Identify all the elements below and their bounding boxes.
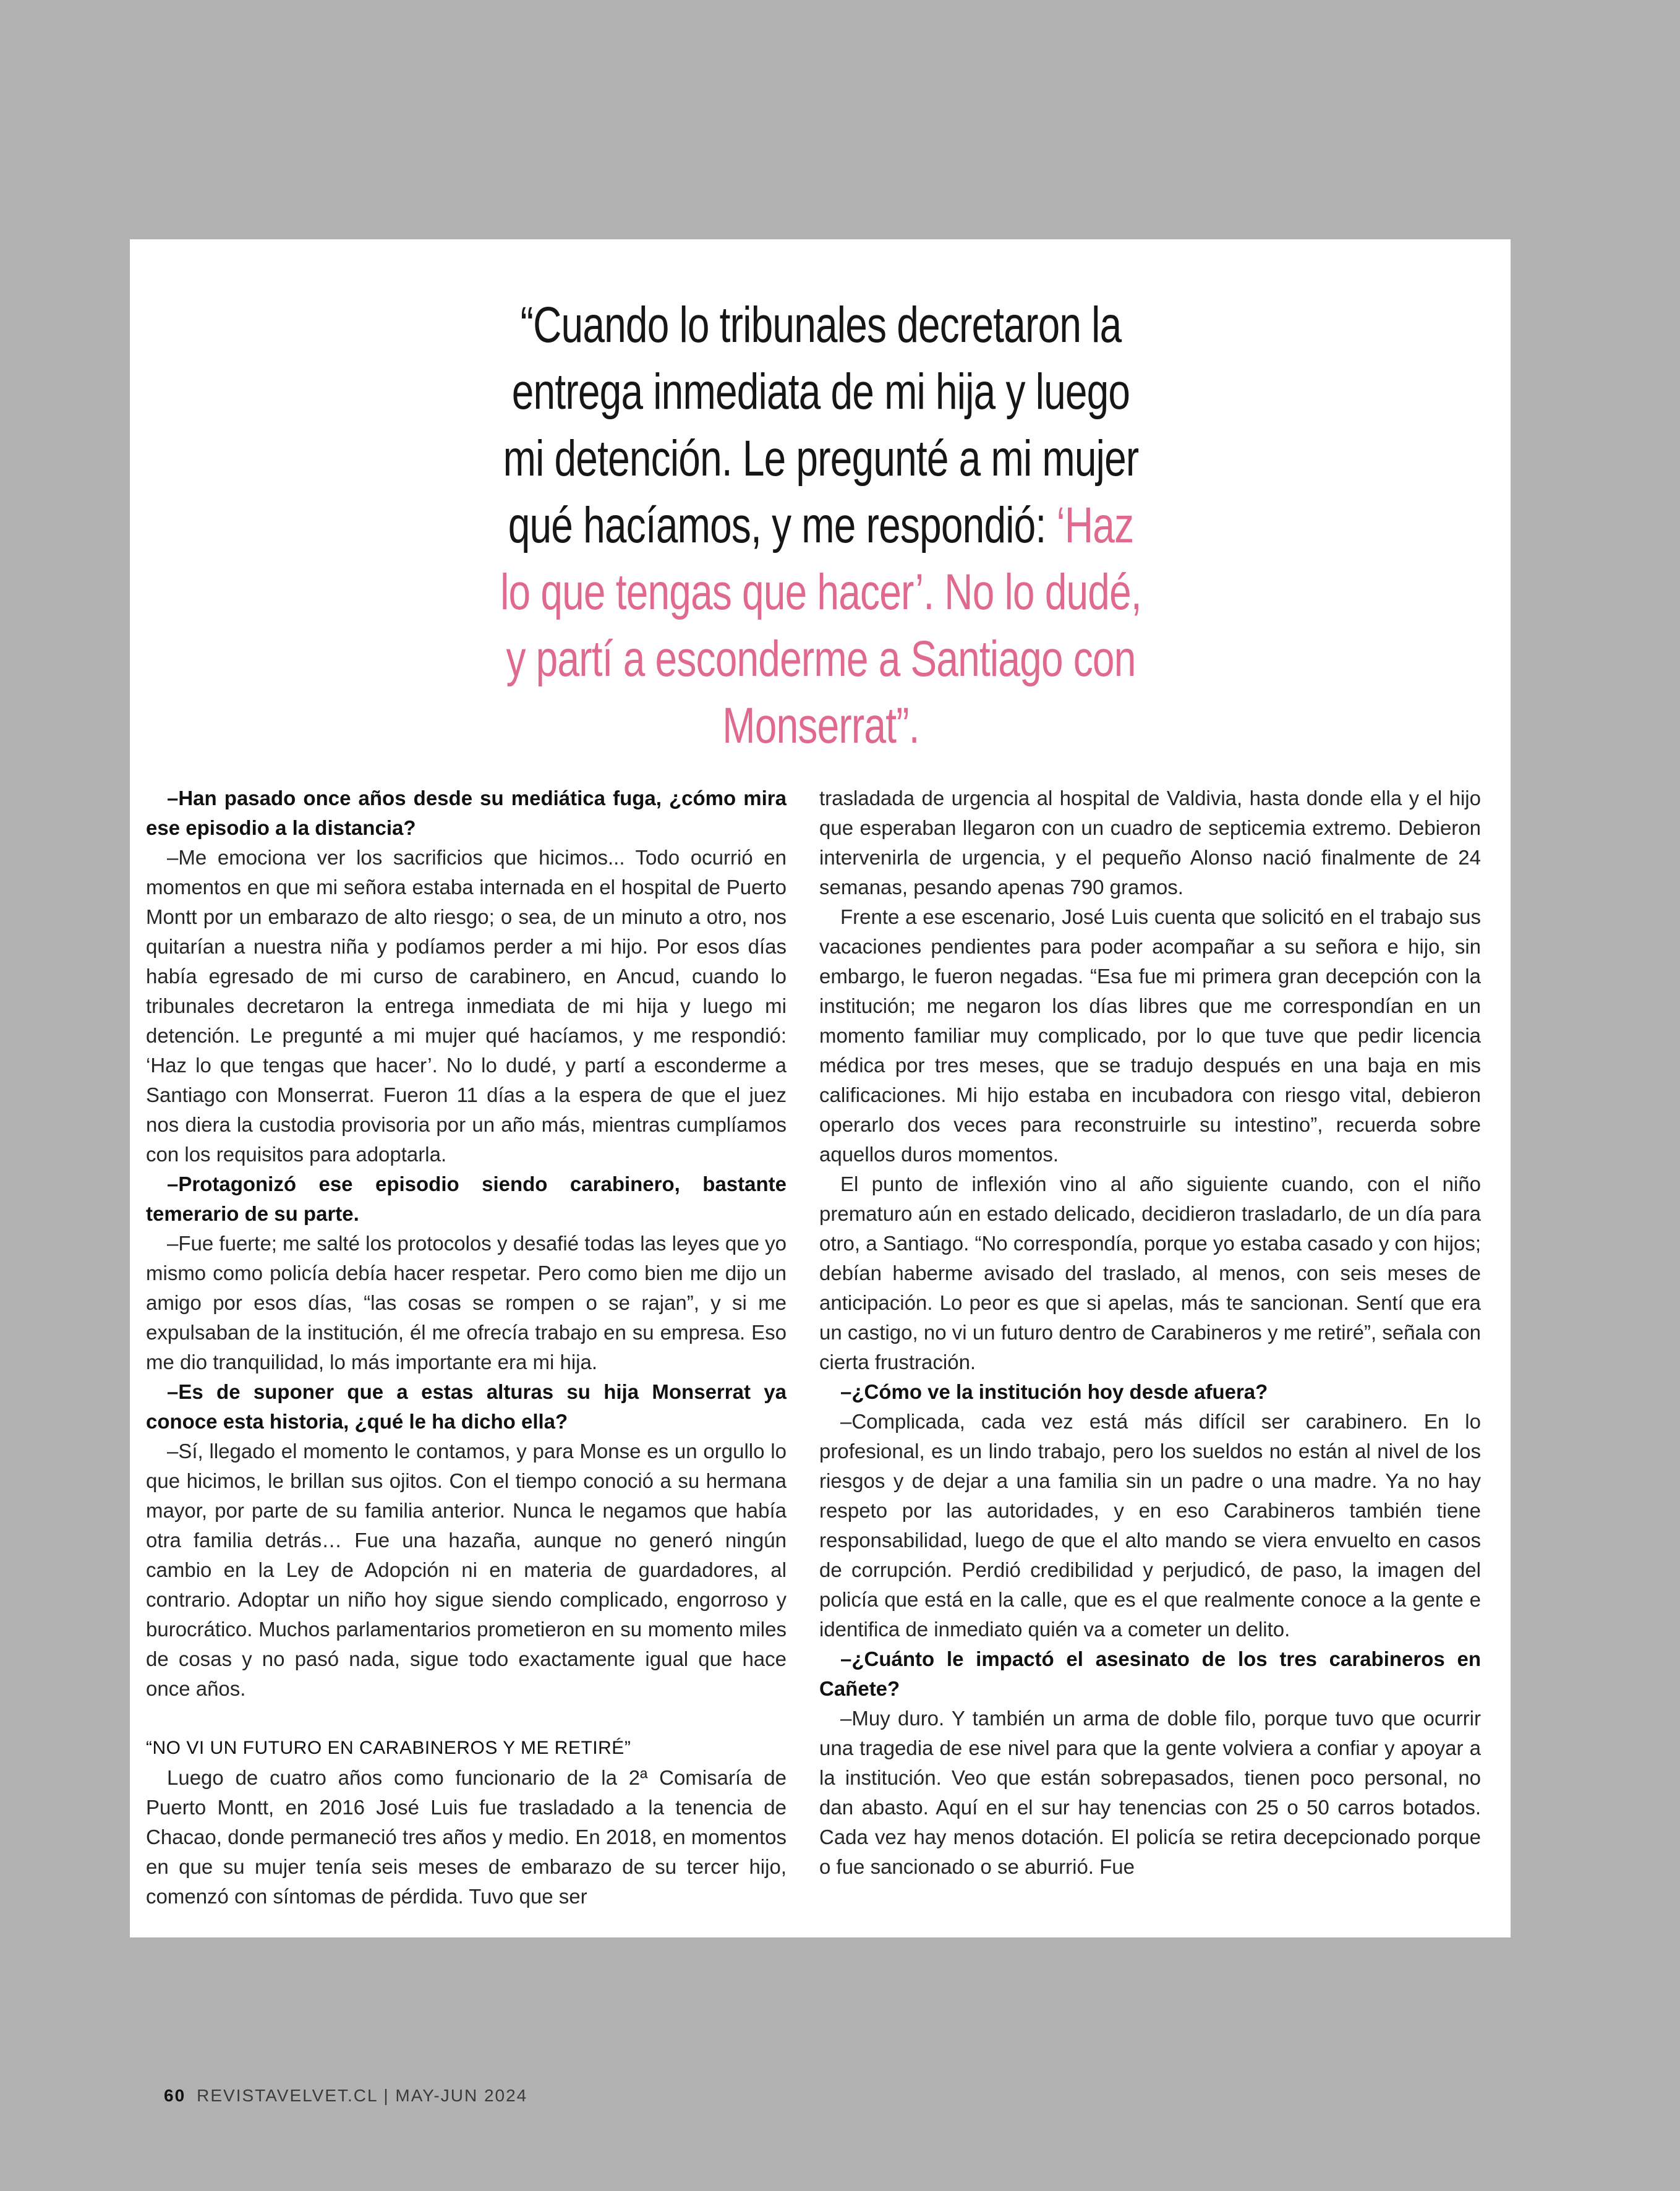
answer-4: –Complicada, cada vez está más difícil ser carabinero. En lo profesional, es un lindo trabajo, pero los sueldos no están al nivel de los riesgos y de dejar a una familia sin un padre o una madre. Ya no hay respeto por las autoridades, y en eso Carabineros también tiene responsabilidad, luego de que el alto mando se viera envuelto en casos de corrupción. Perdió credibilidad y perjudicó, de paso, la imagen del policía que está en la calle, que es el que realmente conoce a la gente e identifica de inmediato quién va a cometer un delito. bbox=[819, 1410, 1481, 1641]
right-column bbox=[819, 784, 1481, 1882]
page-number: 60 bbox=[164, 2086, 186, 2105]
left-column bbox=[146, 784, 787, 1911]
body-paragraph-left: Luego de cuatro años como funcionario de la 2ª Comisaría de Puerto Montt, en 2016 José Luis fue trasladado a la tenencia de Chacao, donde permaneció tres años y medio. En 2018, en momentos en que su mujer tenía seis meses de embarazo de su tercer hijo, comenzó con síntomas de pérdida. Tuvo que ser bbox=[146, 1766, 787, 1908]
answer-2: –Fue fuerte; me salté los protocolos y desafié todas las leyes que yo mismo como policía debía hacer respetar. Pero como bien me dijo un amigo por esos días, “las cosas se rompen o se rajan”, y si me expulsaban de la institución, él me ofrecía trabajo en su empresa. Eso me dio tranquilidad, lo más importante era mi hija. bbox=[146, 1232, 787, 1373]
body-paragraph-3: El punto de inflexión vino al año siguiente cuando, con el niño prematuro aún en estado delicado, decidieron trasladarlo, de un día para otro, a Santiago. “No correspondía, porque yo estaba casado y con hijos; debían haberme avisado del traslado, al menos, con seis meses de anticipación. Lo peor es que si apelas, más te sancionan. Sentí que era un castigo, no vi un futuro dentro de Carabineros y me retiré”, señala con cierta frustración. bbox=[819, 1172, 1481, 1373]
pull-quote-dark: “Cuando lo tribunales decretaron la entrega inmediata de mi hija y luego mi detención. Le pregunté a mi mujer qué hacíamos, y me respondió: bbox=[503, 297, 1139, 553]
question-4: –¿Cómo ve la institución hoy desde afuera? bbox=[840, 1380, 1268, 1403]
pull-quote-highlight: ‘Haz lo que tengas que hacer’. No lo dudé, y partí a esconderme a Santiago con Monserrat”. bbox=[500, 497, 1141, 754]
body-paragraph-2: Frente a ese escenario, José Luis cuenta que solicitó en el trabajo sus vacaciones pendientes para poder acompañar a su señora e hijo, sin embargo, le fueron negadas. “Esa fue mi primera gran decepción con la institución; me negaron los días libres que me correspondían en un momento familiar muy complicado, por lo que tuve que pedir licencia médica por tres meses, que se tradujo después en una baja en mis calificaciones. Mi hijo estaba en incubadora con riesgo vital, debieron operarlo dos veces para reconstruirle su intestino”, recuerda sobre aquellos duros momentos. bbox=[819, 905, 1481, 1166]
page-footer bbox=[164, 2086, 527, 2106]
answer-5: –Muy duro. Y también un arma de doble filo, porque tuvo que ocurrir una tragedia de ese nivel para que la gente volviera a confiar y apoyar a la institución. Veo que están sobrepasados, tienen poco personal, no dan abasto. Aquí en el sur hay tenencias con 25 o 50 carros botados. Cada vez hay menos dotación. El policía se retira decepcionado porque o fue sancionado o se aburrió. Fue bbox=[819, 1707, 1481, 1878]
section-subhead: “NO VI UN FUTURO EN CARABINEROS Y ME RETIRÉ” bbox=[146, 1738, 631, 1758]
answer-3: –Sí, llegado el momento le contamos, y para Monse es un orgullo lo que hicimos, le brillan sus ojitos. Con el tiempo conoció a su hermana mayor, por parte de su familia anterior. Nunca le negamos que había otra familia detrás… Fue una hazaña, aunque no generó ningún cambio en la Ley de Adopción ni en materia de guardadores, al contrario. Adoptar un niño hoy sigue siendo complicado, engorroso y burocrático. Muchos parlamentarios prometieron en su momento miles de cosas y no pasó nada, sigue todo exactamente igual que hace once años. bbox=[146, 1440, 787, 1700]
pull-quote bbox=[489, 292, 1153, 759]
question-2: –Protagonizó ese episodio siendo carabinero, bastante temerario de su parte. bbox=[146, 1172, 787, 1225]
body-paragraph-continued: trasladada de urgencia al hospital de Valdivia, hasta donde ella y el hijo que esperaban llegaron con un cuadro de septicemia extremo. Debieron intervenirla de urgencia, y el pequeño Alonso nació finalmente de 24 semanas, pesando apenas 790 gramos. bbox=[819, 787, 1481, 899]
question-3: –Es de suponer que a estas alturas su hija Monserrat ya conoce esta historia, ¿qué le ha dicho ella? bbox=[146, 1380, 787, 1433]
magazine-page bbox=[130, 239, 1511, 1937]
answer-1: –Me emociona ver los sacrificios que hicimos... Todo ocurrió en momentos en que mi señora estaba internada en el hospital de Puerto Montt por un embarazo de alto riesgo; o sea, de un minuto a otro, nos quitarían a nuestra niña y podíamos perder a mi hijo. Por esos días había egresado de mi curso de carabinero, en Ancud, cuando lo tribunales decretaron la entrega inmediata de mi hija y luego mi detención. Le pregunté a mi mujer qué hacíamos, y me respondió: ‘Haz lo que tengas que hacer’. No lo dudé, y partí a esconderme a Santiago con Monserrat. Fueron 11 días a la espera de que el juez nos diera la custodia provisoria por un año más, mientras cumplíamos con los requisitos para adoptarla. bbox=[146, 846, 787, 1166]
publication-line: REVISTAVELVET.CL | MAY-JUN 2024 bbox=[197, 2086, 528, 2105]
question-5: –¿Cuánto le impactó el asesinato de los tres carabineros en Cañete? bbox=[819, 1647, 1481, 1700]
question-1: –Han pasado once años desde su mediática fuga, ¿cómo mira ese episodio a la distancia? bbox=[146, 787, 787, 839]
